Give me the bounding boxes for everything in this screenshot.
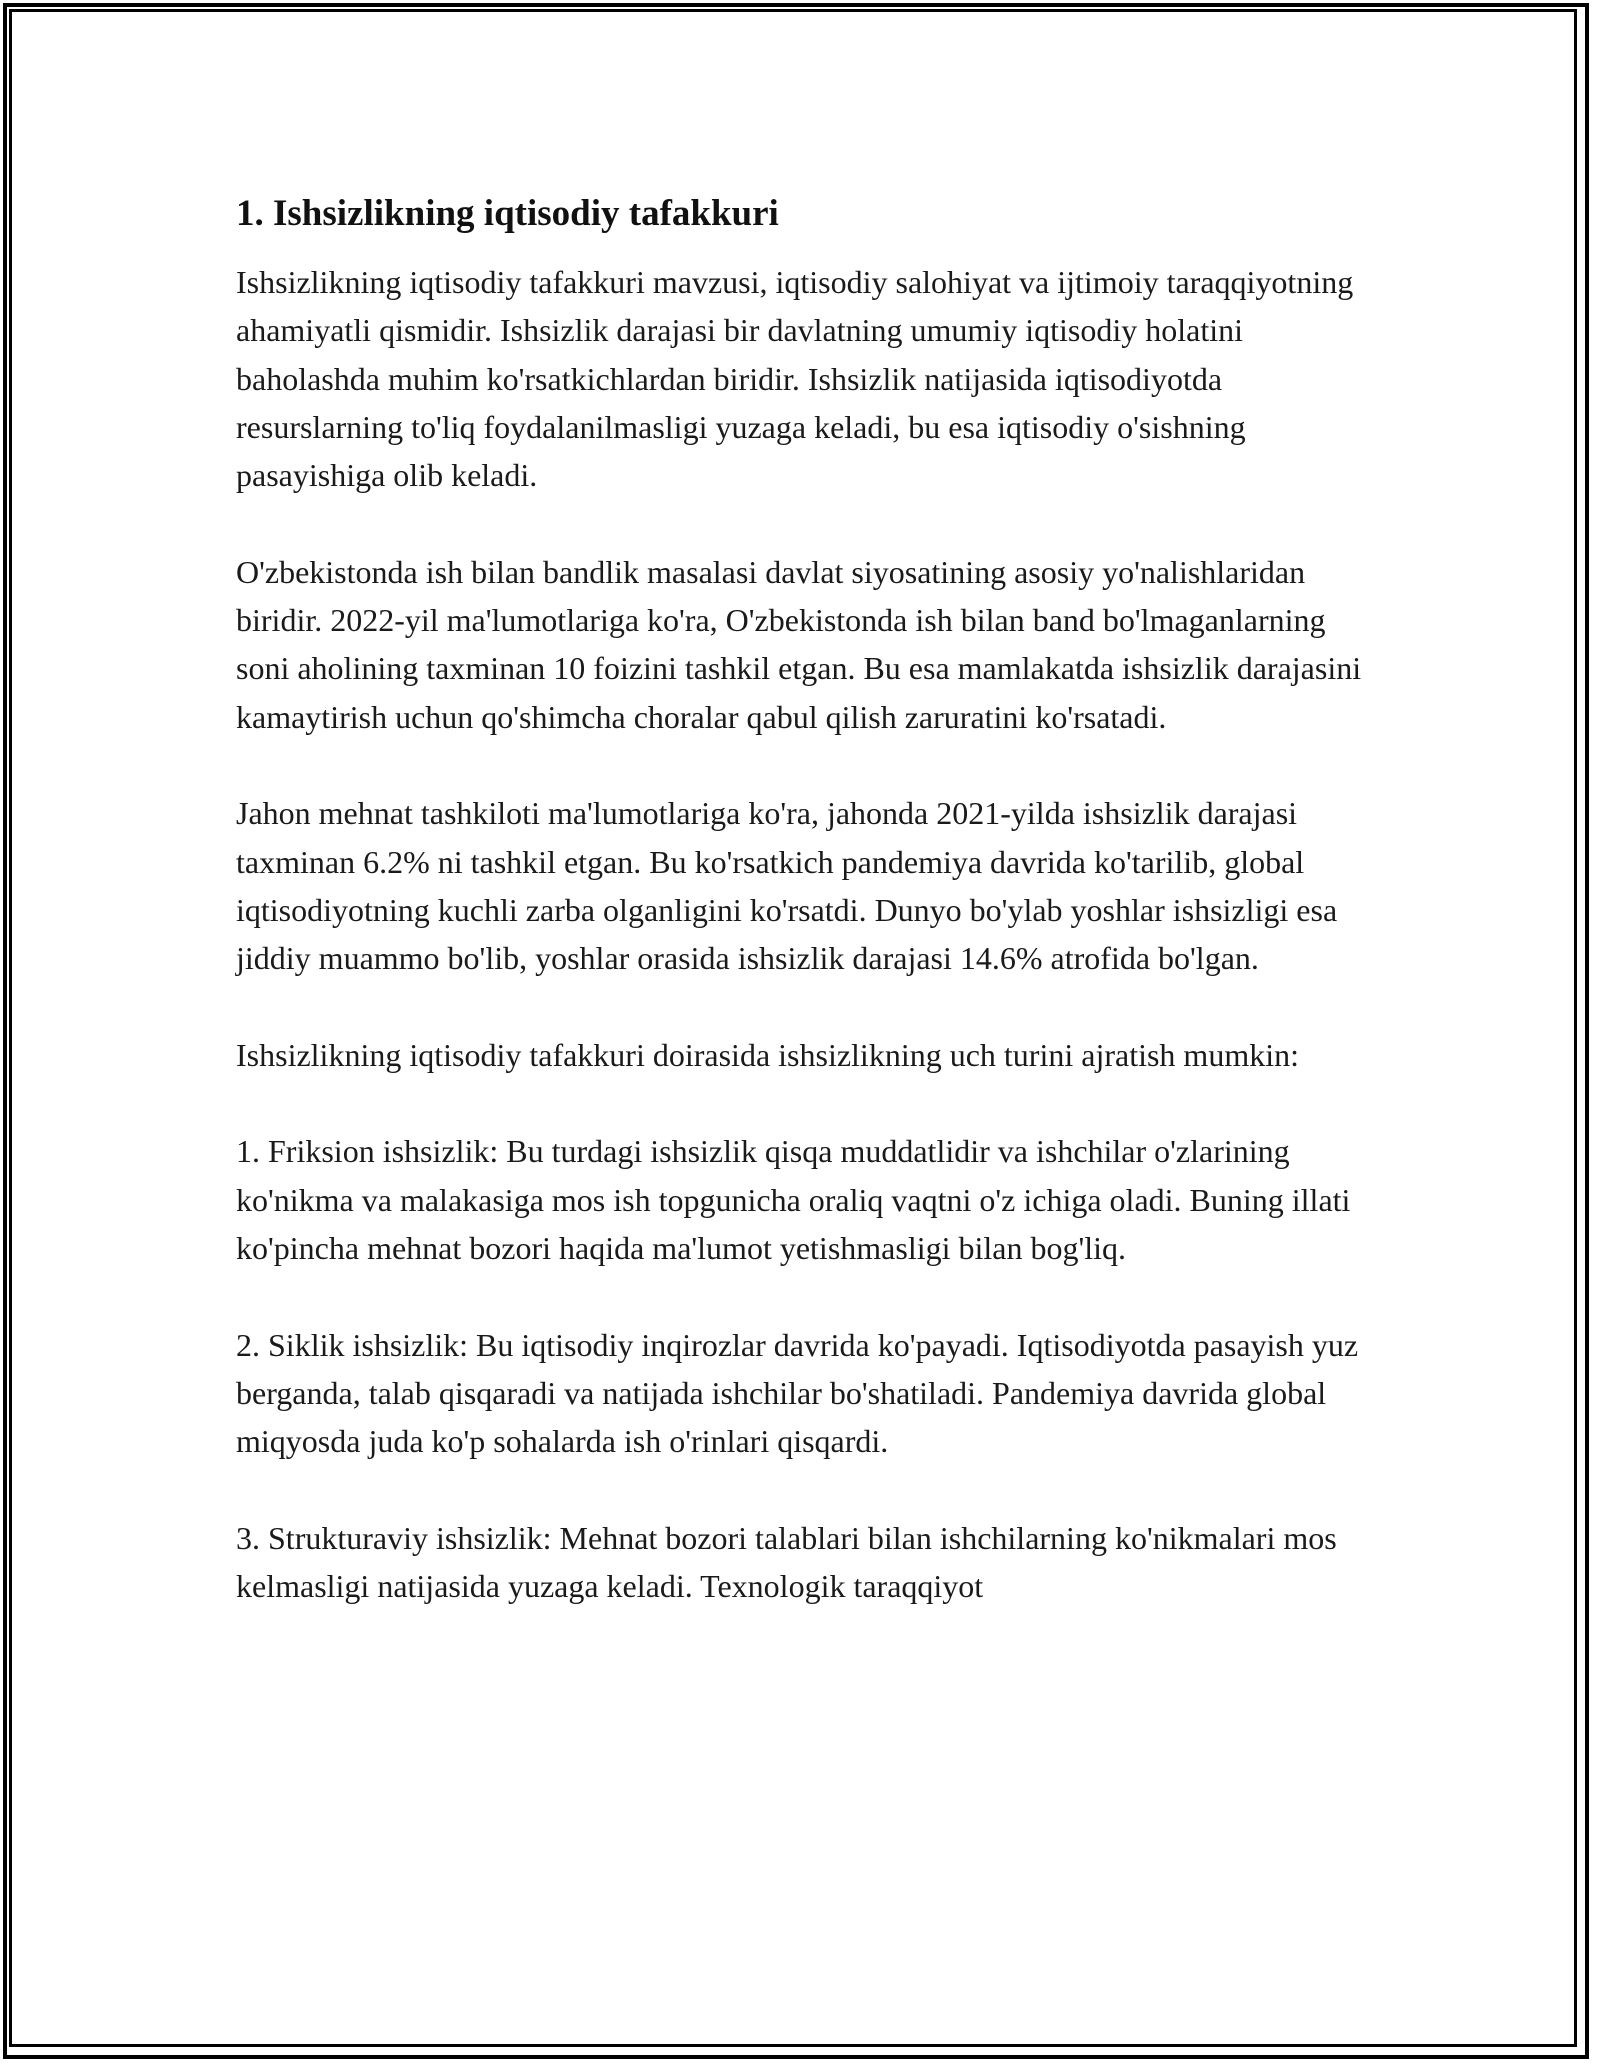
paragraph-cyclical: 2. Siklik ishsizlik: Bu iqtisodiy inqirozlar davrida ko'payadi. Iqtisodiyotda pasayish yuz berganda, talab qisqaradi va natijada ishchilar bo'shatiladi. Pandemiya davrida global miqyosda juda ko'p sohalarda ish o'rinlari qisqardi. [236,1326,1359,1460]
document-body [236,188,1376,1659]
paragraph-intro: Ishsizlikning iqtisodiy tafakkuri mavzusi, iqtisodiy salohiyat va ijtimoiy taraqqiyotning ahamiyatli qismidir. Ishsizlik darajasi bir davlatning umumiy iqtisodiy holatini baholashda muhim ko'rsatkichlardan biridir. Ishsizlik natijasida iqtisodiyotda resurslarning to'liq foydalanilmasligi yuzaga keladi, bu esa iqtisodiy o'sishning pasayishiga olib keladi. [236,264,1354,494]
paragraph-uzbekistan: O'zbekistonda ish bilan bandlik masalasi davlat siyosatining asosiy yo'nalishlaridan biridir. 2022-yil ma'lumotlariga ko'ra, O'zbekistonda ish bilan band bo'lmaganlarning soni aholining taxminan 10 foizini tashkil etgan. Bu esa mamlakatda ishsizlik darajasini kamaytirish uchun qo'shimcha choralar qabul qilish zaruratini ko'rsatadi. [236,553,1362,735]
paragraph-structural: 3. Strukturaviy ishsizlik: Mehnat bozori talablari bilan ishchilarning ko'nikmalari mos kelmasligi natijasida yuzaga keladi. Texnologik taraqqiyot [236,1519,1337,1605]
section-heading: 1. Ishsizlikning iqtisodiy tafakkuri [236,193,779,234]
paragraph-world: Jahon mehnat tashkiloti ma'lumotlariga ko'ra, jahonda 2021-yilda ishsizlik darajasi taxminan 6.2% ni tashkil etgan. Bu ko'rsatkich pandemiya davrida ko'tarilib, global iqtisodiyotning kuchli zarba olganligini ko'rsatdi. Dunyo bo'ylab yoshlar ishsizligi esa jiddiy muammo bo'lib, yoshlar orasida ishsizlik darajasi 14.6% atrofida bo'lgan. [236,795,1338,977]
paragraph-frictional: 1. Friksion ishsizlik: Bu turdagi ishsizlik qisqa muddatlidir va ishchilar o'zlarining ko'nikma va malakasiga mos ish topgunicha oraliq vaqtni o'z ichiga oladi. Buning illati ko'pincha mehnat bozori haqida ma'lumot yetishmasligi bilan bog'liq. [236,1133,1351,1266]
paragraph-types-intro: Ishsizlikning iqtisodiy tafakkuri doirasida ishsizlikning uch turini ajratish mumkin: [236,1036,1299,1073]
